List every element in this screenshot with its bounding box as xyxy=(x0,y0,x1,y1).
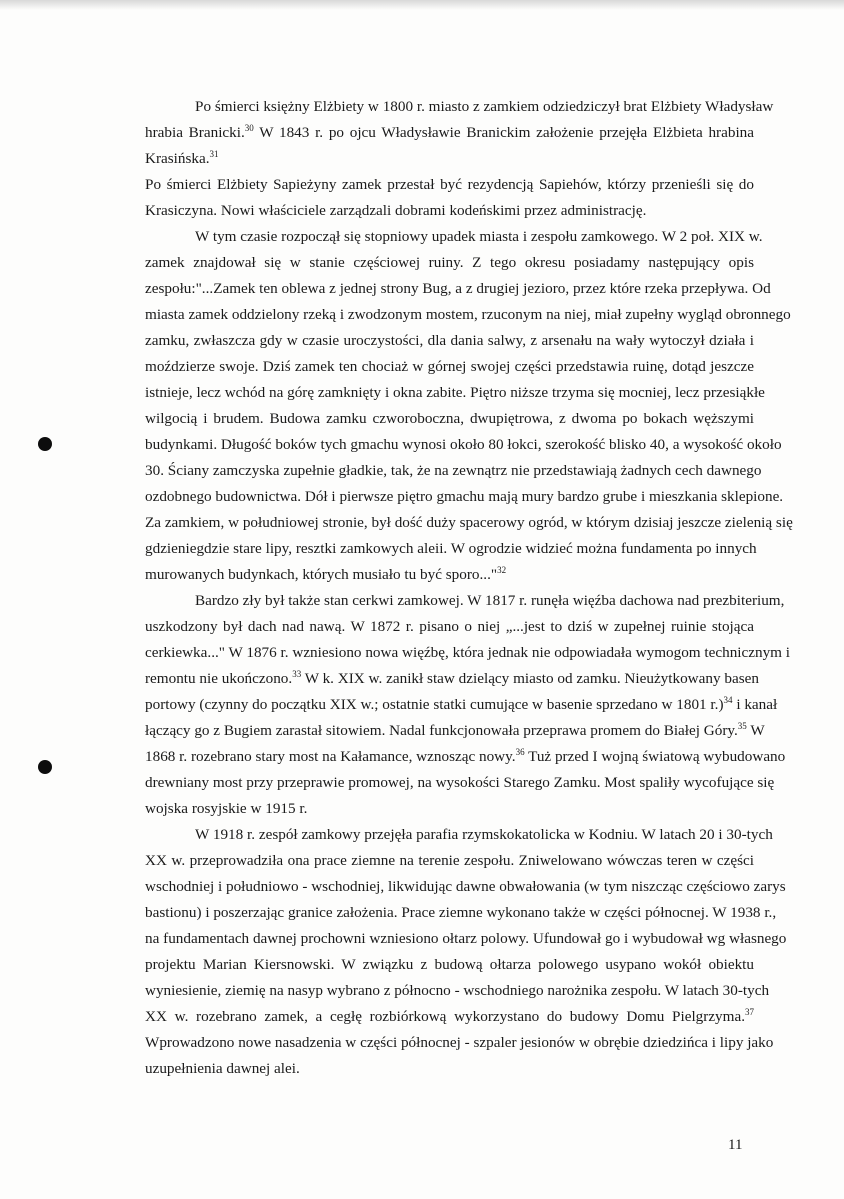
page-number: 11 xyxy=(728,1137,743,1153)
body-text xyxy=(145,94,793,1082)
text-line: uzupełnienia dawnej alei. xyxy=(145,1060,300,1077)
paragraph xyxy=(145,822,787,1082)
footnote-ref: 35 xyxy=(737,721,747,731)
footnote-ref: 34 xyxy=(723,695,733,705)
text-line: zamek znajdował się w stanie częściowej ruiny. Z tego okresu posiadamy następujący opis xyxy=(145,254,754,271)
text-line: bastionu) i poszerzając granice założenia. Prace ziemne wykonano także w części północnej. W 1938 r., xyxy=(145,904,777,921)
text-line: W tym czasie rozpoczął się stopniowy upadek miasta i zespołu zamkowego. W 2 poł. XIX w. xyxy=(195,228,763,245)
text-line: 1868 r. rozebrano stary most na Kałamance, wznosząc nowy.$^{36}$ Tuż przed I wojną światową wybudowano xyxy=(145,747,786,765)
text-line: wschodniej i południowo - wschodniej, likwidując dawne obwałowania (w tym niszcząc częściowo zarys xyxy=(145,878,786,895)
footnote-ref: 37 xyxy=(745,1007,754,1017)
text-line: miasta zamek oddzielony rzeką i zwodzonym mostem, rzuconym na niej, miał zupełny wygląd obronnego xyxy=(145,306,791,323)
text-line: portowy (czynny do początku XIX w.; ostatnie statki cumujące w basenie sprzedano w 1801 r.)$^{34}$ i kanał xyxy=(145,695,778,713)
text-line: Krasińska.$^{31}$ xyxy=(145,149,219,167)
text-line: łączący go z Bugiem zarastał sitowiem. Nadal funkcjonowała przeprawa promem do Białej Góry.$^{35}$ W xyxy=(145,721,765,739)
text-line: budynkami. Długość boków tych gmachu wynosi około 80 łokci, szerokość blisko 40, a wysokość około xyxy=(145,436,782,453)
footnote-ref: 33 xyxy=(292,669,302,679)
text-line: projektu Marian Kiersnowski. W związku z budową ołtarza polowego usypano wokół obiektu xyxy=(145,956,754,973)
footnote-ref: 31 xyxy=(209,149,219,159)
footnote-ref: 30 xyxy=(244,123,254,133)
footnote-ref: 32 xyxy=(497,565,507,575)
text-line: hrabia Branicki.$^{30}$ W 1843 r. po ojcu Władysławie Branickim założenie przejęła Elżbieta hrabina xyxy=(145,123,754,141)
text-line: Bardzo zły był także stan cerkwi zamkowej. W 1817 r. runęła więźba dachowa nad prezbiterium, xyxy=(195,592,785,609)
text-line: murowanych budynkach, których musiało tu być sporo..."$^{32}$ xyxy=(145,565,507,583)
text-line: W 1918 r. zespół zamkowy przejęła parafia rzymskokatolicka w Kodniu. W latach 20 i 30-tych xyxy=(195,826,773,843)
text-line: wyniesienie, ziemię na nasyp wybrano z północno - wschodniego narożnika zespołu. W latach 30-tych xyxy=(145,982,770,999)
text-line: Krasiczyna. Nowi właściciele zarządzali dobrami kodeńskimi przez administrację. xyxy=(145,202,647,219)
text-line: remontu nie ukończono.$^{33}$ W k. XIX w. zanikł staw dzielący miasto od zamku. Nieużytkowany basen xyxy=(145,669,759,687)
footnote-ref: 36 xyxy=(515,747,525,757)
text-line: uszkodzony był dach nad nawą. W 1872 r. pisano o niej „...jest to dziś w zupełnej ruinie stojąca xyxy=(145,618,754,635)
paragraph xyxy=(145,172,754,224)
paragraph xyxy=(145,224,793,588)
text-line: moździerze swoje. Dziś zamek ten chociaż w górnej swojej części przedstawia ruinę, dotąd jeszcze xyxy=(145,358,754,375)
text-line: na fundamentach dawnej prochowni wzniesiono ołtarz polowy. Ufundował go i wybudował wg własnego xyxy=(145,930,787,947)
text-line: 30. Ściany zamczyska zupełnie gładkie, tak, że na zewnątrz nie przedstawiają żadnych cech dawnego xyxy=(145,462,762,479)
text-line: wilgocią i brudem. Budowa zamku czworoboczna, dwupiętrowa, z dwoma po bokach węższymi xyxy=(145,410,754,427)
text-line: XX w. przeprowadziła ona prace ziemne na terenie zespołu. Zniwelowano wówczas teren w części xyxy=(145,852,754,869)
punch-hole xyxy=(38,437,52,451)
text-line: Za zamkiem, w południowej stronie, był dość duży spacerowy ogród, w którym dzisiaj jeszcze zielenią się xyxy=(145,514,793,531)
punch-hole xyxy=(38,760,52,774)
text-line: gdzieniegdzie stare lipy, resztki zamkowych aleii. W ogrodzie widzieć można fundamenta po innych xyxy=(145,540,757,557)
text-line: zespołu:"...Zamek ten oblewa z jednej strony Bug, a z drugiej jezioro, przez które rzeka przepływa. Od xyxy=(145,280,771,297)
text-line: ozdobnego budownictwa. Dół i pierwsze piętro gmachu mają mury bardzo grube i mieszkania sklepione. xyxy=(145,488,784,505)
text-line: wojska rosyjskie w 1915 r. xyxy=(145,800,308,817)
text-line: Wprowadzono nowe nasadzenia w części północnej - szpaler jesionów w obrębie dziedzińca i lipy jako xyxy=(145,1034,774,1051)
text-line: Po śmierci księżny Elżbiety w 1800 r. miasto z zamkiem odziedziczył brat Elżbiety Władysław xyxy=(195,98,774,115)
paragraph xyxy=(145,94,774,172)
text-line: istnieje, lecz wchód na górę zamknięty i okna zabite. Piętro niższe trzyma się mocniej, lecz przesiąkłe xyxy=(145,384,765,401)
scan-edge-shadow xyxy=(0,0,844,10)
text-line: Po śmierci Elżbiety Sapieżyny zamek przestał być rezydencją Sapiehów, którzy przenieśli się do xyxy=(145,176,754,193)
text-line: XX w. rozebrano zamek, a cegłę rozbiórkową wykorzystano do budowy Domu Pielgrzyma.$^{37}$ xyxy=(145,1007,754,1025)
paragraph xyxy=(145,588,791,822)
text-line: zamku, zwłaszcza gdy w czasie uroczystości, dla dania salwy, z arsenału na wały wytoczył działa i xyxy=(145,332,754,349)
text-line: drewniany most przy przeprawie promowej, na wysokości Starego Zamku. Most spaliły wycofujące się xyxy=(145,774,775,791)
text-line: cerkiewka..." W 1876 r. wzniesiono nowa więźbę, która jednak nie odpowiadała wymogom technicznym i xyxy=(145,644,791,661)
